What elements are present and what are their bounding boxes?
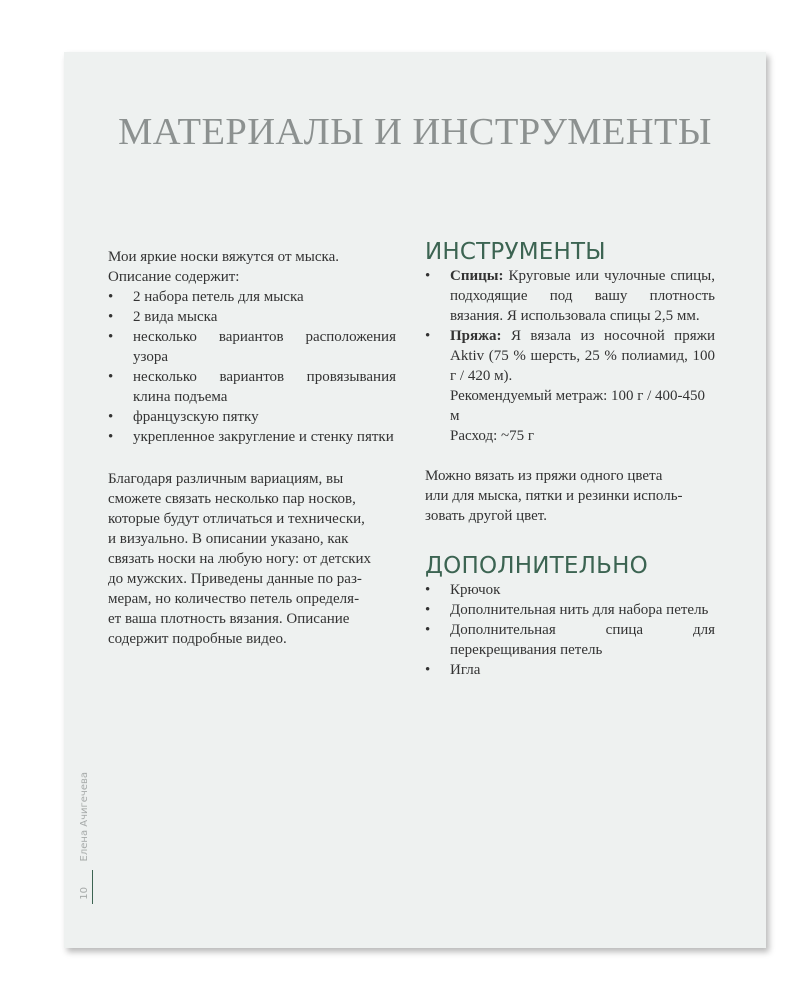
list-item: • укрепленное закругление и стенку пятки [108, 427, 396, 447]
list-item-yarn [425, 326, 715, 386]
list-item: • 2 вида мыска [108, 307, 396, 327]
text-line: которые будут отличаться и технически, [108, 511, 365, 527]
author-name [79, 772, 93, 892]
description-paragraph [108, 469, 396, 649]
text-line: или для мыска, пятки и резинки исполь- [425, 488, 683, 504]
text-line: зовать другой цвет. [425, 508, 547, 524]
yarn-text: Я вязала из носочной пряжи Aktiv (75 % шерсть, 25 % полиамид, 100 г / 420 м). [450, 328, 716, 384]
intro-line: Описание содержит: [108, 269, 240, 285]
author-text: Елена Ачигечева [79, 772, 90, 862]
book-page [64, 52, 766, 948]
extra-section [425, 552, 715, 680]
list-item: • французскую пятку [108, 407, 396, 427]
tools-list [425, 266, 715, 386]
list-item: • несколько вариантов провязывания клина подъема [108, 367, 396, 407]
yarn-usage: Расход: ~75 г [450, 428, 535, 444]
yarn-label: Пряжа: [450, 328, 502, 344]
contents-list [108, 287, 396, 447]
extra-list [425, 580, 715, 680]
text-line: связать носки на любую ногу: от детских [108, 551, 372, 567]
tools-note [425, 466, 715, 526]
intro-line: Мои яркие носки вяжутся от мыска. [108, 249, 339, 265]
text-line: сможете связать несколько пар носков, [108, 491, 356, 507]
list-item: • Дополнительная спица для перекрещивания петель [425, 620, 715, 660]
yarn-recommended: Рекомендуемый метраж: 100 г / 400-450 м [450, 388, 706, 424]
page-number [79, 887, 93, 903]
text-line: до мужских. Приведены данные по раз- [108, 571, 362, 587]
yarn-details [425, 386, 715, 446]
needles-label: Спицы: [450, 268, 504, 284]
list-item: • 2 набора петель для мыска [108, 287, 396, 307]
text-line: и визуально. В описании указано, как [108, 531, 349, 547]
extra-heading: ДОПОЛНИТЕЛЬНО [425, 553, 648, 579]
text-line: Можно вязать из пряжи одного цвета [425, 468, 663, 484]
page-title: МАТЕРИАЛЫ И ИНСТРУМЕНТЫ [118, 111, 712, 153]
tools-heading: ИНСТРУМЕНТЫ [425, 239, 606, 265]
list-item: • Крючок [425, 580, 715, 600]
page-number-text: 10 [79, 887, 90, 900]
text-line: ет ваша плотность вязания. Описание [108, 611, 350, 627]
text-line: мерам, но количество петель определя- [108, 591, 360, 607]
list-item: • Дополнительная нить для набора петель [425, 600, 715, 620]
right-column [425, 238, 715, 680]
list-item: • Игла [425, 660, 715, 680]
needles-text: Круговые или чулочные спицы, подходящие под вашу плотность вязания. Я использовала спицы 2,5 мм. [450, 268, 715, 324]
text-line: Благодаря различным вариациям, вы [108, 471, 344, 487]
text-line: содержит подробные видео. [108, 631, 287, 647]
left-column [108, 247, 396, 649]
list-item: • несколько вариантов расположения узора [108, 327, 396, 367]
list-item-needles [425, 266, 715, 326]
